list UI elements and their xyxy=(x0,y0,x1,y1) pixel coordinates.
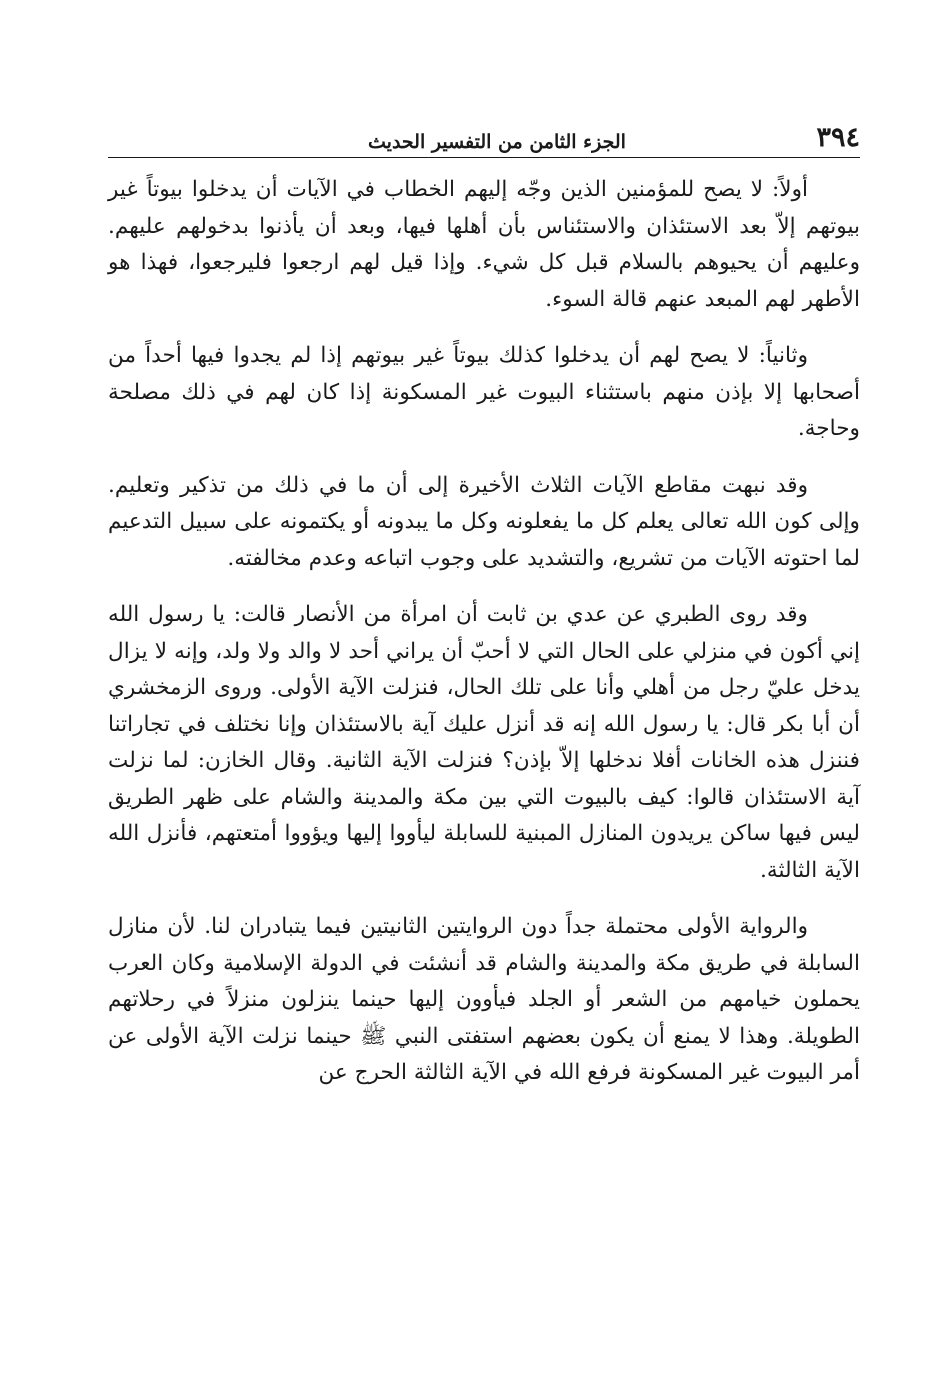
paragraph-first: أولاً: لا يصح للمؤمنين الذين وجّه إليهم الخطاب في الآيات أن يدخلوا بيوتاً غير بيوتهم إلاّ بعد الاستئذان والاستئناس بأن أهلها فيها، وبعد أن يأذنوا بدخولهم عليهم. وعليهم أن يحيوهم بالسلام قبل كل شيء. وإذا قيل لهم ارجعوا فليرجعوا، فهذا هو الأطهر لهم المبعد عنهم قالة السوء. xyxy=(108,177,860,312)
paragraph-fourth: وقد روى الطبري عن عدي بن ثابت أن امرأة من الأنصار قالت: يا رسول الله إني أكون في منزلي على الحال التي لا أحبّ أن يراني أحد لا والد ولا ولد، وإنه لا يزال يدخل عليّ رجل من أهلي وأنا على تلك الحال، فنزلت الآية الأولى. وروى الزمخشري أن أبا بكر قال: يا رسول الله إنه قد أنزل عليك آية بالاستئذان وإنا نختلف في تجاراتنا فننزل هذه الخانات أفلا ندخلها إلاّ بإذن؟ فنزلت الآية الثانية. وقال الخازن: لما نزلت آية الاستئذان قالوا: كيف بالبيوت التي بين مكة والمدينة والشام على ظهر الطريق ليس فيها ساكن يريدون المنازل المبنية للسابلة ليأووا إليها ويؤووا أمتعتهم، فأنزل الله الآية الثالثة. xyxy=(108,602,860,883)
paragraph-third: وقد نبهت مقاطع الآيات الثلاث الأخيرة إلى أن ما في ذلك من تذكير وتعليم. وإلى كون الله تعالى يعلم كل ما يفعلونه وكل ما يبدونه أو يكتمونه على سبيل التدعيم لما احتوته الآيات من تشريع، والتشديد على وجوب اتباعه وعدم مخالفته. xyxy=(108,472,860,571)
paragraph-second: وثانياً: لا يصح لهم أن يدخلوا كذلك بيوتاً غير بيوتهم إذا لم يجدوا فيها أحداً من أصحابها إلا بإذن منهم باستثناء البيوت غير المسكونة إذا كان لهم في ذلك مصلحة وحاجة. xyxy=(108,343,860,441)
paragraph-fifth: والرواية الأولى محتملة جداً دون الروايتين الثانيتين فيما يتبادران لنا. لأن منازل السابلة في طريق مكة والمدينة والشام قد أنشئت في الدولة الإسلامية وكان العرب يحملون خيامهم من الشعر أو الجلد فيأوون إليها حينما ينزلون منزلاً في رحلاتهم الطويلة. وهذا لا يمنع أن يكون بعضهم استفتى النبي ﷺ حينما نزلت الآية الأولى عن أمر البيوت غير المسكونة فرفع الله في الآية الثالثة الحرج عن xyxy=(108,914,860,1085)
running-head xyxy=(108,118,860,158)
running-title: الجزء الثامن من التفسير الحديث xyxy=(368,131,626,153)
page-number: ٣٩٤ xyxy=(816,122,860,153)
body-text xyxy=(108,172,860,1092)
